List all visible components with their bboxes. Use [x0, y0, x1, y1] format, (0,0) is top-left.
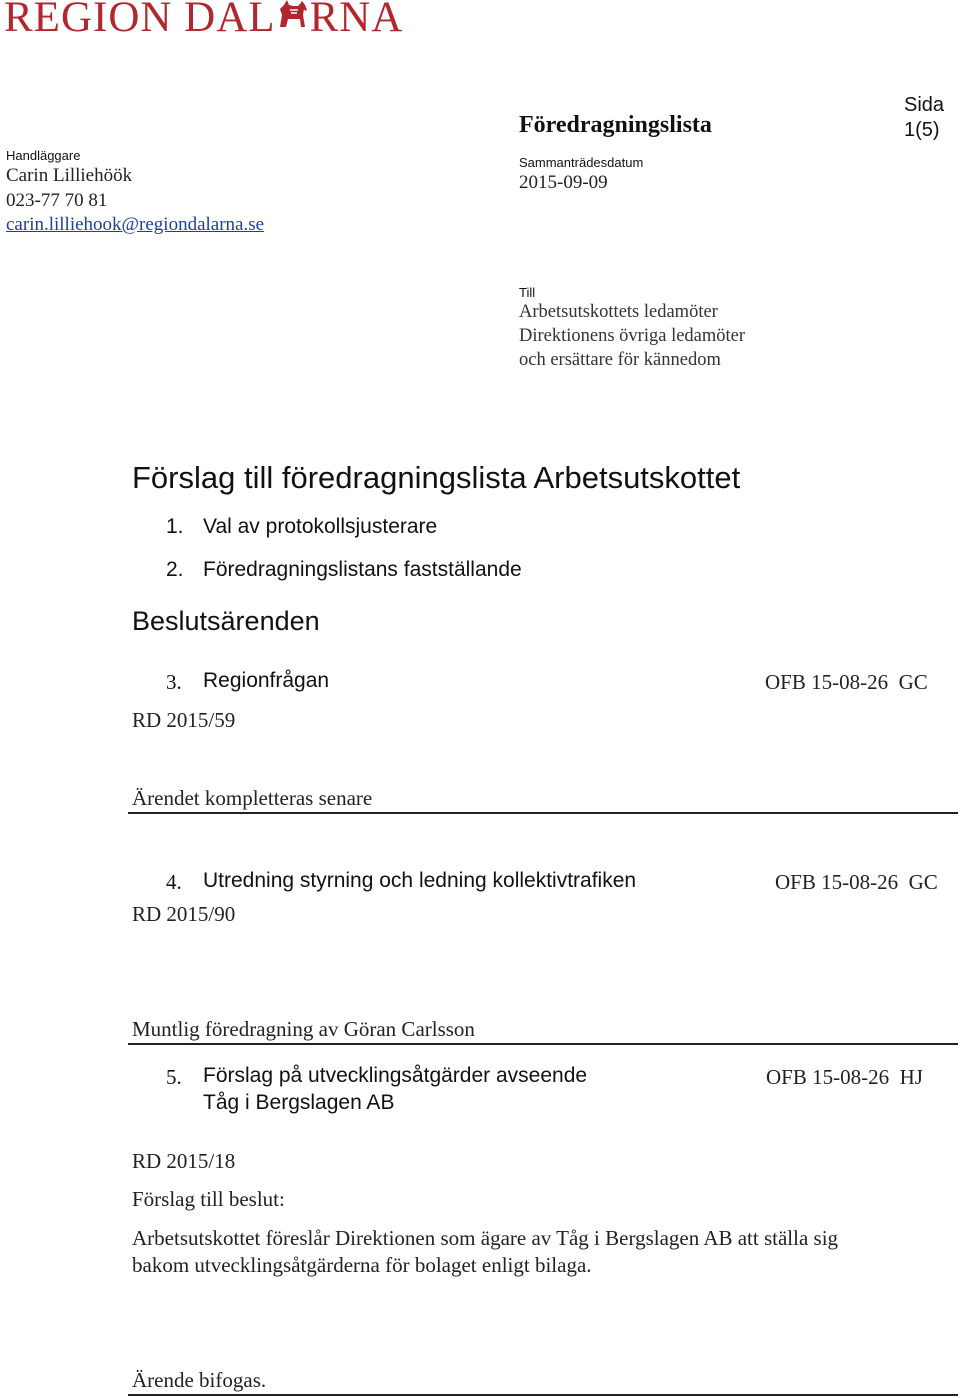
handler-label: Handläggare — [6, 148, 81, 163]
item-reference: OFB 15-08-26 HJ — [766, 1065, 923, 1089]
document-title: Föredragningslista — [519, 112, 712, 138]
logo-text-right: RNA — [309, 0, 404, 41]
agenda-item-title: Utredning styrning och ledning kollektivtrafiken — [203, 869, 637, 892]
recipients-label: Till — [519, 285, 536, 300]
proposal-text: Arbetsutskottet föreslår Direktionen som ägare av Tåg i Bergslagen AB att ställa sig — [132, 1226, 839, 1250]
recipient-line: och ersättare för kännedom — [519, 350, 721, 370]
handler-email-link[interactable]: carin.lilliehook@regiondalarna.se — [6, 214, 265, 235]
logo-text-left: REGION DAL — [4, 0, 276, 41]
agenda-item-number: 5. — [166, 1065, 182, 1089]
case-number: RD 2015/90 — [132, 902, 236, 926]
item-reference: OFB 15-08-26 GC — [765, 670, 928, 694]
handler-name: Carin Lilliehöök — [6, 165, 133, 186]
proposal-label: Förslag till beslut: — [132, 1187, 285, 1211]
case-number: RD 2015/18 — [132, 1149, 236, 1173]
item-note: Ärende bifogas. — [132, 1368, 267, 1392]
recipient-line: Direktionens övriga ledamöter — [519, 326, 746, 346]
item-note: Ärendet kompletteras senare — [132, 786, 373, 810]
divider — [128, 1043, 958, 1045]
agenda-item-number: 1. — [166, 515, 184, 538]
agenda-item-title: Föredragningslistans fastställande — [203, 558, 522, 581]
agenda-item-title: Förslag på utvecklingsåtgärder avseende — [203, 1064, 588, 1087]
agenda-item-title-continued: Tåg i Bergslagen AB — [203, 1091, 395, 1114]
section-heading: Beslutsärenden — [132, 606, 320, 636]
agenda-item-number: 2. — [166, 558, 184, 581]
agenda-item-title: Regionfrågan — [203, 669, 330, 692]
divider — [128, 1394, 958, 1396]
agenda-heading: Förslag till föredragningslista Arbetsutskottet — [132, 460, 741, 495]
page-number: 1(5) — [904, 119, 940, 141]
item-note: Muntlig föredragning av Göran Carlsson — [132, 1017, 475, 1041]
page-label: Sida — [904, 94, 945, 116]
region-dalarna-logo — [4, 0, 403, 42]
item-reference: OFB 15-08-26 GC — [775, 870, 938, 894]
case-number: RD 2015/59 — [132, 708, 236, 732]
recipient-line: Arbetsutskottets ledamöter — [519, 302, 718, 322]
meeting-date-label: Sammanträdesdatum — [519, 155, 644, 170]
agenda-item-number: 3. — [166, 670, 182, 694]
proposal-text-continued: bakom utvecklingsåtgärderna för bolaget enligt bilaga. — [132, 1253, 592, 1277]
divider — [128, 812, 958, 814]
handler-phone: 023-77 70 81 — [6, 190, 108, 211]
agenda-item-number: 4. — [166, 870, 182, 894]
agenda-item-title: Val av protokollsjusterare — [203, 515, 438, 538]
dala-horse-icon — [276, 0, 310, 31]
meeting-date: 2015-09-09 — [519, 172, 608, 193]
